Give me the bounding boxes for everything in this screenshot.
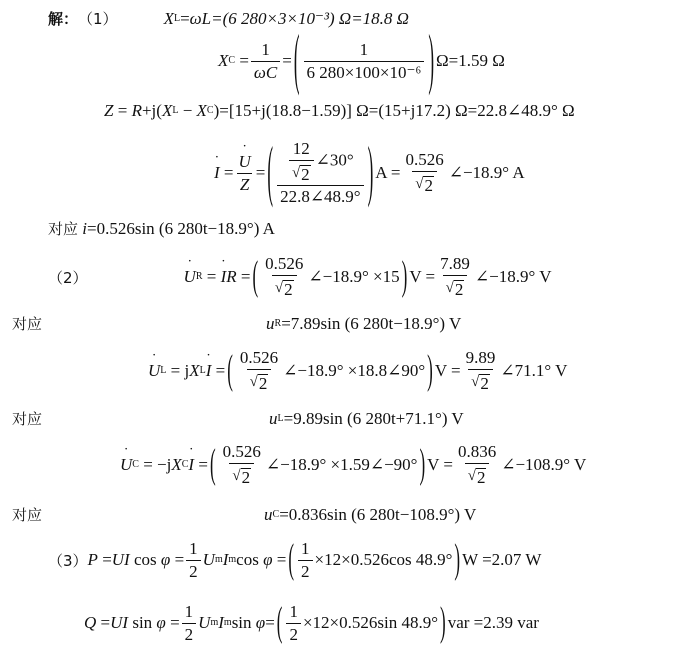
eq-uc: ˙ U C = −j X C ˙ I = ( 0.526 √ 2 ∠−18.9° ×1.59∠−90° ) V = 0.836 √ 2 ∠−108.9° V bbox=[120, 437, 586, 493]
eq-xc: X C = $\frac{1}{\omega C}$ = ( $\frac{1}{\text{6 280×100×10⁻⁶}}$ ) Ω=1.59 Ω bbox=[218, 21, 505, 98]
eq-i-time: 对应 i =0.526sin (6 280t−18.9°) A bbox=[48, 218, 275, 238]
corresponding-label: 对应 bbox=[48, 220, 79, 238]
ur-time-expression: =7.89sin (6 280t−18.9°) V bbox=[281, 313, 462, 333]
xc-result: Ω=1.59 Ω bbox=[436, 51, 505, 71]
eq-p: （3） P = UI cos φ = $\frac{1}{2}$ U m I m cos φ = ( $\frac{1}{2}$ ×12×0.526cos 48.9° ) W =2.07 W bbox=[48, 536, 542, 582]
eq-q: Q = UI sin φ = $\frac{1}{2}$ U m I m sin φ = ( $\frac{1}{2}$ ×12×0.526sin 48.9° ) var =2.39 var bbox=[84, 599, 539, 645]
corresponding-label: 对应 bbox=[12, 315, 43, 333]
xc-denominator: 6 280×100×10⁻⁶ bbox=[304, 61, 425, 83]
q-result: var =2.39 var bbox=[447, 613, 539, 632]
i-result-angle: ∠−18.9° A bbox=[448, 163, 525, 182]
p-result: W =2.07 W bbox=[462, 550, 542, 569]
i-num-angle: ∠30° bbox=[315, 150, 354, 170]
xl-expression: ωL=(6 280×3×10⁻³) Ω=18.8 Ω bbox=[189, 8, 409, 28]
i-num-top: 12 bbox=[292, 139, 310, 159]
ul-value: 9.89 bbox=[465, 348, 496, 368]
eq-ur-time: 对应 u R =7.89sin (6 280t−18.9°) V bbox=[12, 313, 462, 333]
corresponding-label: 对应 bbox=[12, 410, 43, 428]
p-inner: ×12×0.526cos 48.9° bbox=[314, 550, 453, 569]
uc-time-expression: =0.836sin (6 280t−108.9°) V bbox=[279, 504, 477, 524]
part2-label: （2） bbox=[48, 268, 88, 287]
eq-xl: 解： （1） X L = ωL=(6 280×3×10⁻³) Ω=18.8 Ω bbox=[48, 8, 409, 28]
eq-z: Z = R +j( X L − X C ) =[15+j(18.8−1.59)] Ω=(15+j17.2) Ω=22.8∠48.9° Ω bbox=[104, 101, 575, 120]
part1-label: （1） bbox=[78, 10, 118, 28]
i-time-expression: =0.526sin (6 280t−18.9°) A bbox=[87, 218, 275, 238]
i-result-mag: 0.526 bbox=[405, 150, 444, 170]
z-expression: =[15+j(18.8−1.59)] Ω=(15+j17.2) Ω=22.8∠48.9° Ω bbox=[219, 101, 575, 120]
eq-ul-time: 对应 u L =9.89sin (6 280t+71.1°) V bbox=[12, 408, 464, 428]
corresponding-label: 对应 bbox=[12, 506, 43, 524]
ul-time-expression: =9.89sin (6 280t+71.1°) V bbox=[283, 408, 464, 428]
eq-uc-time: 对应 u C =0.836sin (6 280t−108.9°) V bbox=[12, 504, 477, 524]
uc-value: 0.836 bbox=[457, 442, 497, 462]
uc-angle: ∠−108.9° V bbox=[501, 455, 587, 474]
q-inner: ×12×0.526sin 48.9° bbox=[302, 613, 439, 632]
ur-value: 7.89 bbox=[440, 254, 470, 274]
solution-label: 解： bbox=[48, 10, 79, 28]
eq-ur: （2） ˙ U R = ˙ IR = ( 0.526 √ 2 ∠−18.9° ×15 ) V = 7.89 √ 2 ∠−18.9° V bbox=[48, 249, 551, 305]
part3-label: （3） bbox=[48, 551, 88, 570]
eq-i: ˙ I = ˙ $\frac{U}{Z}$ = ( 12 √ 2 ∠30° 22.8∠48.9° ) A = 0.526 √ 2 ∠−18.9° A bbox=[214, 134, 525, 212]
eq-ul: ˙ U L = j X L ˙ I = ( 0.526 √ 2 ∠−18.9° ×18.8∠90° ) V = 9.89 √ 2 ∠71.1° V bbox=[148, 343, 567, 399]
i-denominator: 22.8∠48.9° bbox=[277, 185, 364, 207]
ul-angle: ∠71.1° V bbox=[500, 361, 568, 380]
